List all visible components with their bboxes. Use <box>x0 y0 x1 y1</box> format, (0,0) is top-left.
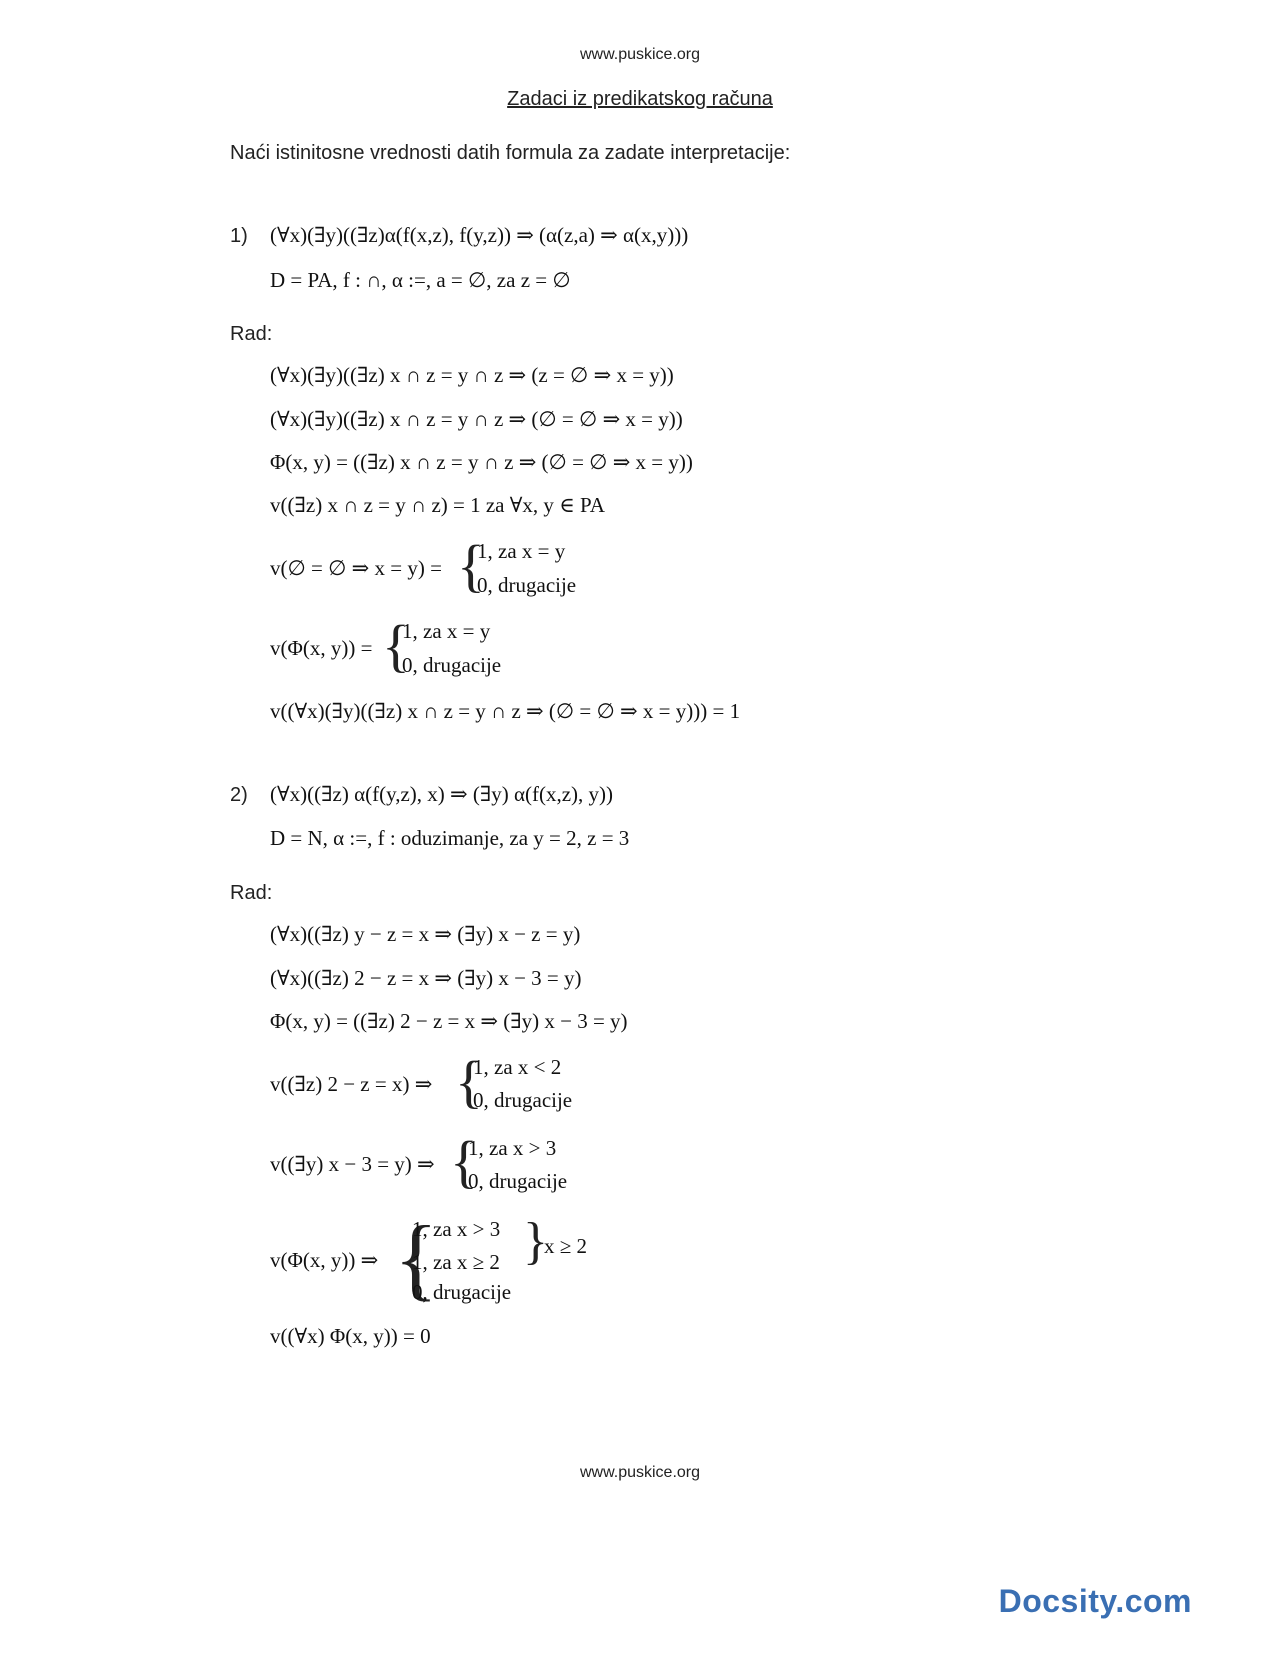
problem-2-rad-label: Rad: <box>230 882 273 904</box>
left-brace-icon: { <box>457 533 485 598</box>
left-brace-icon: { <box>455 1049 483 1114</box>
problem-1-step-3: Φ(x, y) = ((∃z) x ∩ z = y ∩ z ⇒ (∅ = ∅ ⇒ x = y)) <box>270 450 693 474</box>
problem-1-step-2: (∀x)(∃y)((∃z) x ∩ z = y ∩ z ⇒ (∅ = ∅ ⇒ x = y)) <box>270 407 683 431</box>
problem-2-case-1-row-1: 1, za x < 2 <box>473 1055 562 1079</box>
docsity-watermark: Docsity.com <box>998 1583 1192 1619</box>
problem-1-number: 1) <box>230 225 248 247</box>
header-site-url: www.puskice.org <box>579 46 701 63</box>
intro-text: Naći istinitosne vrednosti datih formula za zadate interpretacije: <box>230 142 791 164</box>
problem-2-case-1-lhs: v((∃z) 2 − z = x) ⇒ <box>270 1072 433 1096</box>
footer-site-url: www.puskice.org <box>579 1464 701 1481</box>
problem-2-step-2: (∀x)((∃z) 2 − z = x ⇒ (∃y) x − 3 = y) <box>270 966 582 990</box>
problem-2-number: 2) <box>230 784 248 806</box>
problem-2-case-3-row-2: 1, za x ≥ 2 <box>412 1250 500 1274</box>
left-brace-icon: { <box>394 1207 439 1309</box>
problem-2-result: v((∀x) Φ(x, y)) = 0 <box>270 1324 431 1348</box>
problem-1-case-1-row-1: 1, za x = y <box>477 539 566 563</box>
problem-2-case-3-row-1: 1, za x > 3 <box>412 1217 501 1241</box>
left-brace-icon: { <box>382 613 410 678</box>
problem-1-case-1-row-2: 0, drugacije <box>477 573 577 597</box>
problem-1-result: v((∀x)(∃y)((∃z) x ∩ z = y ∩ z ⇒ (∅ = ∅ ⇒ x = y))) = 1 <box>270 699 741 723</box>
left-brace-icon: { <box>450 1129 478 1194</box>
problem-2-case-2-lhs: v((∃y) x − 3 = y) ⇒ <box>270 1152 435 1176</box>
problem-2-case-1-row-2: 0, drugacije <box>473 1088 573 1112</box>
problem-1-interpretation: D = PA, f : ∩, α :=, a = ∅, za z = ∅ <box>270 268 571 292</box>
problem-1-rad-label: Rad: <box>230 323 273 345</box>
problem-1-case-2-row-1: 1, za x = y <box>402 619 491 643</box>
problem-2-case-2-row-2: 0, drugacije <box>468 1169 568 1193</box>
problem-1-case-1-lhs: v(∅ = ∅ ⇒ x = y) = <box>270 556 442 580</box>
problem-2-step-1: (∀x)((∃z) y − z = x ⇒ (∃y) x − z = y) <box>270 922 581 946</box>
problem-2-case-3-row-3: 0, drugacije <box>412 1280 512 1304</box>
problem-2-case-3-group: x ≥ 2 <box>544 1234 588 1258</box>
problem-1-step-4: v((∃z) x ∩ z = y ∩ z) = 1 za ∀x, y ∈ PA <box>270 493 605 517</box>
problem-1-formula: (∀x)(∃y)((∃z)α(f(x,z), f(y,z)) ⇒ (α(z,a) ⇒ α(x,y))) <box>270 223 689 247</box>
problem-2-case-2-row-1: 1, za x > 3 <box>468 1136 557 1160</box>
problem-1-case-2-row-2: 0, drugacije <box>402 653 502 677</box>
problem-1-step-1: (∀x)(∃y)((∃z) x ∩ z = y ∩ z ⇒ (z = ∅ ⇒ x = y)) <box>270 363 674 387</box>
problem-2-interpretation: D = N, α :=, f : oduzimanje, za y = 2, z = 3 <box>270 826 630 850</box>
page-title: Zadaci iz predikatskog računa <box>507 88 773 110</box>
problem-2-formula: (∀x)((∃z) α(f(y,z), x) ⇒ (∃y) α(f(x,z), y)) <box>270 782 614 806</box>
problem-2-case-3-lhs: v(Φ(x, y)) ⇒ <box>270 1248 379 1272</box>
problem-1-case-2-lhs: v(Φ(x, y)) = <box>270 636 373 660</box>
problem-2-step-3: Φ(x, y) = ((∃z) 2 − z = x ⇒ (∃y) x − 3 = y) <box>270 1009 628 1033</box>
right-brace-icon: } <box>523 1213 548 1270</box>
